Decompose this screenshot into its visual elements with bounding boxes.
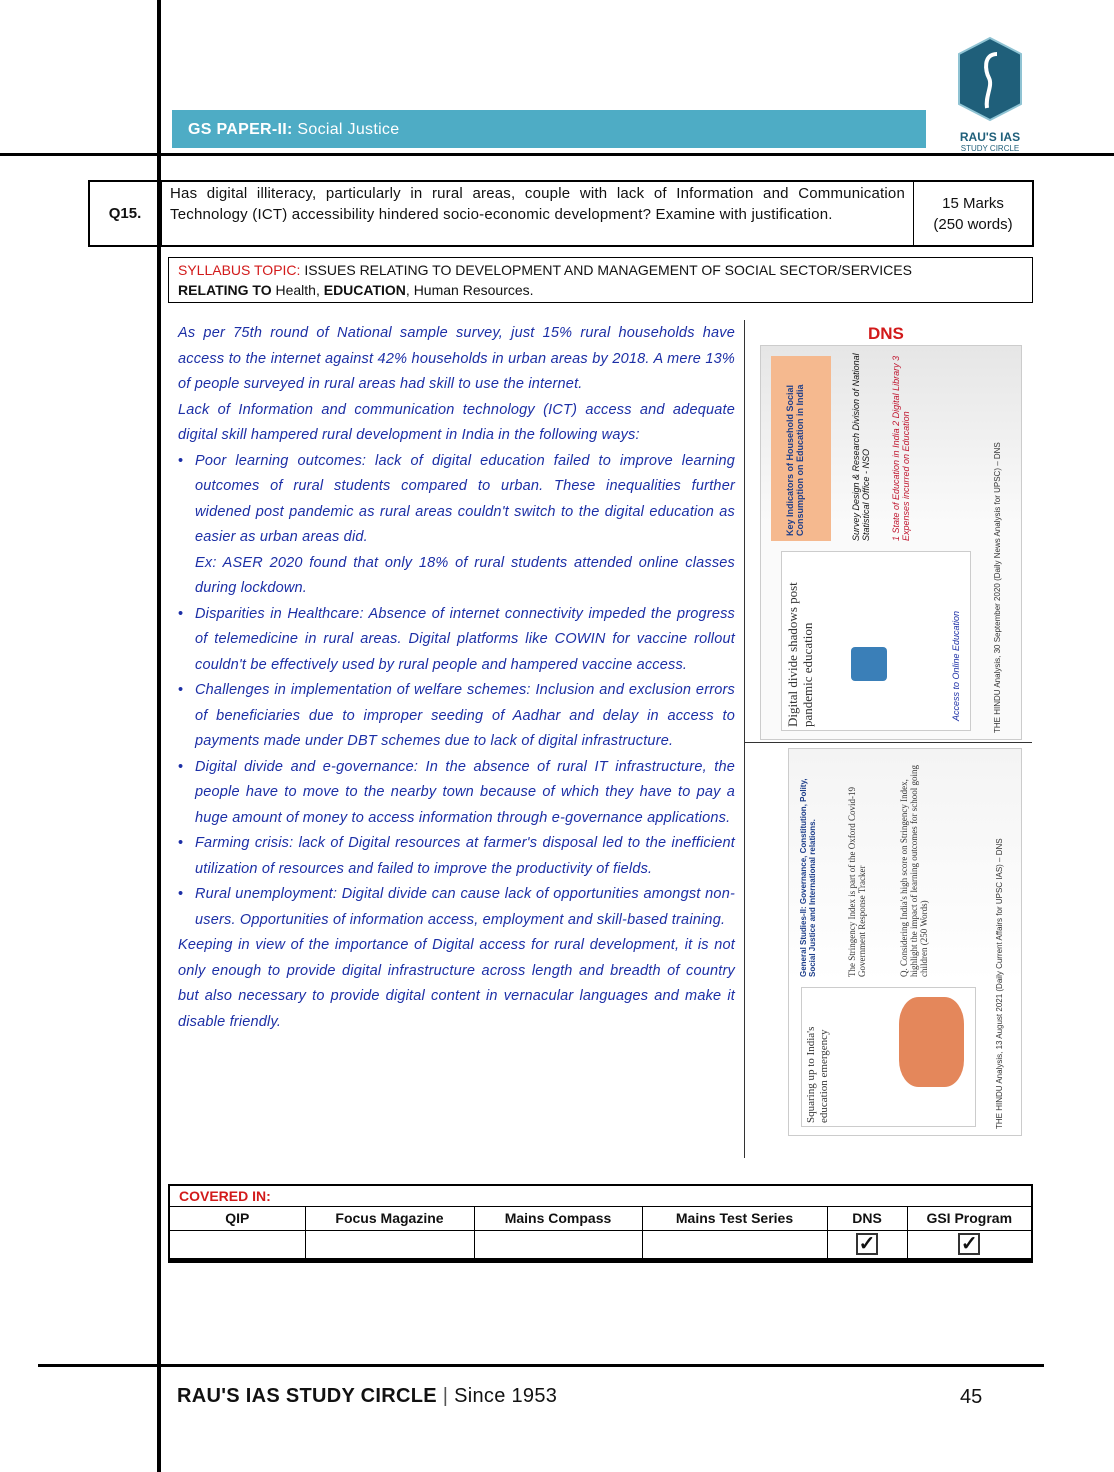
note-2: 1 State of Education in India 2 Digital Library 3 Expenses incurred on Education bbox=[891, 355, 911, 541]
cell-qip bbox=[170, 1230, 305, 1258]
headline-1: Digital divide shadows post pandemic education bbox=[785, 582, 815, 727]
note-1: Survey Design & Research Division of National Statistical Office - NSO bbox=[851, 353, 871, 541]
list-item: • Challenges in implementation of welfare schemes: Inclusion and exclusion errors of beneficiaries due to improper seeding of Aadhar and delay in access to payments made under DBT schemes due to lack of digital infrastructure. bbox=[178, 678, 735, 755]
footer-brand-name: RAU'S IAS STUDY CIRCLE bbox=[177, 1385, 437, 1407]
logo-line2: STUDY CIRCLE bbox=[960, 144, 1020, 153]
headline-2: Squaring up to India's education emergency bbox=[805, 1026, 830, 1123]
col-qip: QIP bbox=[170, 1207, 305, 1230]
col-test-series: Mains Test Series bbox=[642, 1207, 827, 1230]
answer-body bbox=[178, 321, 735, 1035]
relating-education: EDUCATION bbox=[323, 282, 406, 298]
syllabus-topic: ISSUES RELATING TO DEVELOPMENT AND MANAGEMENT OF SOCIAL SECTOR/SERVICES bbox=[304, 262, 912, 278]
checkbox-checked-icon: ✓ bbox=[856, 1233, 878, 1255]
cell-compass bbox=[474, 1230, 642, 1258]
list-item: • Disparities in Healthcare: Absence of internet connectivity impeded the progress of telemedicine in rural areas. Digital platforms like COWIN for vaccine rollout couldn't be effectively used by rural people and hampered vaccine access. bbox=[178, 602, 735, 679]
relating-hr: , Human Resources. bbox=[405, 282, 534, 298]
conclusion-paragraph: Keeping in view of the importance of Digital access for rural development, it is not only enough to provide digital infrastructure across length and breadth of country but also necessary to provide digital content in vernacular languages and make it disable friendly. bbox=[178, 937, 735, 1030]
relating-health: Health, bbox=[275, 282, 320, 298]
paper-subject: Social Justice bbox=[297, 121, 400, 138]
image-divider bbox=[745, 742, 1032, 743]
caption-1: THE HINDU Analysis, 30 September 2020 (Daily News Analysis for UPSC) – DNS bbox=[993, 442, 1002, 733]
footer-rule bbox=[38, 1364, 1044, 1367]
question-number: Q15. bbox=[90, 182, 162, 245]
syllabus-label: SYLLABUS TOPIC: bbox=[178, 262, 301, 278]
col-gsi: GSI Program bbox=[907, 1207, 1031, 1230]
footer-since: Since 1953 bbox=[454, 1385, 558, 1407]
caption-2: THE HINDU Analysis, 13 August 2021 (Daily Current Affairs for UPSC IAS) – DNS bbox=[995, 838, 1004, 1129]
header-rule bbox=[0, 153, 1114, 156]
list-item: • Farming crisis: lack of Digital resources at farmer's disposal led to the inefficient utilization of resources and failed to improve the productivity of fields. bbox=[178, 831, 735, 882]
note-2-1: The Stringency Index is part of the Oxford Covid-19 Government Response Tracker bbox=[847, 787, 867, 977]
list-item: • Poor learning outcomes: lack of digital education failed to improve learning outcomes of rural students compared to urban. These inequalities further widened post pandemic as rural areas couldn't switch to the digital education as easier as urban areas did. bbox=[178, 449, 735, 551]
covered-label: COVERED IN: bbox=[170, 1186, 1031, 1207]
dns-screenshot-1 bbox=[760, 345, 1022, 740]
intro-paragraph: As per 75th round of National sample survey, just 15% rural households have access to the internet against 42% households in urban areas by 2018. A mere 13% of people surveyed in rural areas had skill to use the internet. bbox=[178, 325, 735, 392]
points-list bbox=[178, 449, 735, 934]
col-focus: Focus Magazine bbox=[305, 1207, 474, 1230]
cell-gsi bbox=[907, 1230, 1031, 1258]
list-item: • Rural unemployment: Digital divide can cause lack of opportunities amongst non-users. Opportunities of information access, employment and skill-based training. bbox=[178, 882, 735, 933]
dns-screenshot-2 bbox=[788, 748, 1022, 1136]
title-1: Key Indicators of Household Social Consumption on Education in India bbox=[785, 384, 805, 536]
question-text: Has digital illiteracy, particularly in rural areas, couple with lack of Information and Communication Technology (ICT) accessibility hindered socio-economic development? Examine with justification. bbox=[162, 182, 914, 245]
note-3: Access to Online Education bbox=[951, 610, 961, 721]
example-text: Ex: ASER 2020 found that only 18% of rural students attended online classes during lockdown. bbox=[195, 554, 735, 596]
column-divider bbox=[744, 320, 745, 1158]
title-2: General Studies-II: Governance, Constitution, Polity, Social Justice and International relations. bbox=[799, 778, 817, 977]
logo-line1: RAU'S IAS bbox=[959, 130, 1021, 144]
dns-label: DNS bbox=[868, 324, 904, 343]
col-dns: DNS bbox=[827, 1207, 907, 1230]
cell-test-series bbox=[642, 1230, 827, 1258]
paper-label: GS PAPER-II: bbox=[188, 121, 293, 138]
covered-in-table bbox=[168, 1184, 1033, 1263]
paper-banner bbox=[172, 110, 926, 148]
cell-dns bbox=[827, 1230, 907, 1258]
marks: 15 Marks bbox=[942, 194, 1004, 212]
intro-paragraph-2: Lack of Information and communication technology (ICT) access and adequate digital skill hampered rural development in India in the following ways: bbox=[178, 401, 735, 443]
list-item: • Digital divide and e-governance: In the absence of rural IT infrastructure, the people have to move to the nearby town because of which they have to pay a huge amount of money to access information through e-governance applications. bbox=[178, 755, 735, 832]
logo bbox=[950, 36, 1030, 154]
footer-brand: RAU'S IAS STUDY CIRCLE | Since 1953 bbox=[177, 1385, 558, 1407]
logo-hexagon-icon bbox=[955, 36, 1025, 122]
marks-cell bbox=[914, 182, 1032, 245]
relating-label: RELATING TO bbox=[178, 282, 272, 298]
word-limit: (250 words) bbox=[933, 215, 1013, 233]
checkbox-checked-icon: ✓ bbox=[958, 1233, 980, 1255]
note-2-2: Q. Considering India's high score on Stringency Index, highlight the impact of learning outcomes for school going children (250 Words) bbox=[899, 765, 929, 977]
cell-focus bbox=[305, 1230, 474, 1258]
question-box bbox=[88, 180, 1034, 247]
col-compass: Mains Compass bbox=[474, 1207, 642, 1230]
syllabus-box bbox=[168, 257, 1033, 303]
page-number: 45 bbox=[960, 1386, 983, 1408]
